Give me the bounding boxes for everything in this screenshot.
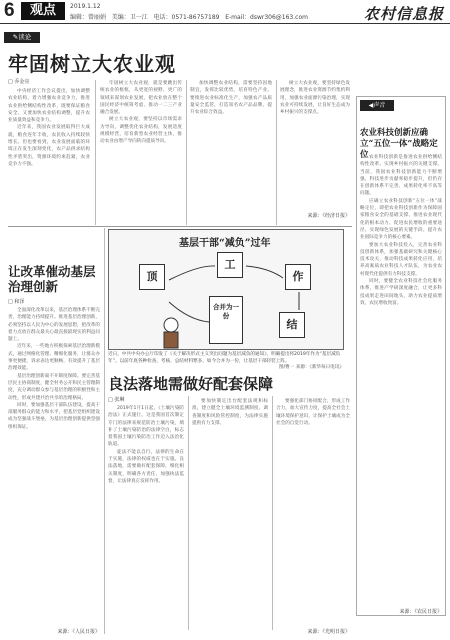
article-3-para: 徒法不能以自行。法律的生命在于实施，法律的权威也在于实施。良法落地，需要做好配套保障，细化相关制度，明确各方责任，加强执法监督，让法律真正发挥作用。 (108, 449, 184, 484)
column-divider (188, 396, 189, 630)
article-2-para: 全面深化改革以来，基层治理体系不断完善，治理能力持续提升。推进基层治理创新，必须坚持以人民为中心的发展思想，把改革的着力点放在群众最关心最直接最现实的利益问题上。 (8, 308, 100, 343)
header-meta-bottom (70, 12, 308, 21)
article-3-col-1 (108, 405, 184, 627)
article-3-byline: □ 张琳 (108, 397, 125, 403)
article-3-title: 良法落地需做好配套保障 (108, 375, 274, 393)
sidebar-para: 要加大农业科技投入，完善农业科技创新体系，加强基础研究和关键核心技术攻关，推动科技成果转化应用，培养高素质农业科技人才队伍，为农业农村现代化提供有力科技支撑。 (360, 242, 442, 277)
article-3-para: 2019年1月1日起，《土壤污染防治法》正式施行。这是我国首次制定专门的法律来规范防治土壤污染，填补了土壤污染防治的法律空白，标志着我国土壤污染防治工作迈入法治化轨道。 (108, 406, 184, 448)
cartoon-caption-text: 近日，中共中央办公厅印发了《关于解决形式主义突出问题为基层减负的通知》，明确提出将2019年作为“基层减负年”。以前年底各种检查、考核、总结材料繁多，如今合并为一份，让基层干部轻装上阵。 (108, 352, 341, 364)
article-1-para: 近年来，我国农业发展取得巨大成就，粮食连年丰收，农民收入持续较快增长。但也要看到，农业发展面临的环境正在发生深刻变化，农产品供求结构性矛盾突出，资源环境约束趋紧，农业竞争力不强。 (8, 125, 90, 167)
page-number: 6 (4, 0, 15, 21)
sidebar-body (360, 154, 442, 606)
article-2-title-text: 让改革催动基层治理创新 (8, 264, 96, 294)
cartoon-caption (108, 352, 344, 372)
pencil-icon: ✎ (12, 33, 19, 41)
article-1-byline: □ 乔金亮 (8, 79, 30, 85)
merged-document: 合并为一份 (209, 296, 243, 344)
sidebar-para: 同时，要健全农业科技社会化服务体系，推进产学研深度融合，让更多科技成果走进田间地头，助力农业提质增效、农民增收致富。 (360, 279, 442, 306)
cartoon-panel: 作 (285, 264, 311, 290)
sidebar-title: 农业科技创新应确立“五位一体”战略定位 (360, 128, 438, 160)
article-4-para: 树立大农业观，要坚持绿色发展理念，推进农业资源节约集约利用，加强农业面源污染治理，实现农业可持续发展，让良好生态成为乡村振兴的支撑点。 (280, 81, 350, 116)
article-4-para: 加快调整农业结构，需要坚持因地制宜，发挥比较优势，培育特色产业。要推进农业标准化生产，加强农产品质量安全监管，打造知名农产品品牌，提升农业综合效益。 (190, 81, 272, 116)
cartoon-panel: 顶 (139, 264, 165, 290)
column-divider (104, 228, 105, 634)
column-divider (186, 80, 187, 225)
cartoon-title: 基层干部“减负”过年 (179, 238, 271, 249)
article-2-title (8, 264, 100, 294)
column-divider (95, 80, 96, 225)
section-divider (8, 226, 352, 227)
article-3-source: 来源：《光明日报》 (307, 629, 350, 635)
article-2-para: 近年来，一些地方积极探索基层治理新模式，通过网格化管理、精细化服务，让群众办事更便捷、诉求表达更顺畅，有效提升了基层治理效能。 (8, 344, 100, 372)
designer: 美编：卫一江 (111, 14, 148, 21)
issue-date: 2019.1.12 (70, 3, 101, 10)
article-1-col-2 (100, 80, 182, 222)
column-divider (272, 396, 273, 630)
editor: 编辑：曾丽娟 (70, 14, 107, 21)
header-meta-top (70, 3, 101, 10)
sidebar-source: 来源：《农民日报》 (399, 609, 442, 615)
article-1-title: 牢固树立大农业观 (8, 52, 176, 76)
article-1-col-1 (8, 88, 90, 254)
masthead-logo: 农村信息报 (363, 5, 444, 23)
article-2-body (8, 307, 100, 625)
phone: 电话：0571-86757189 (153, 14, 220, 21)
section-label: 观点 (21, 2, 65, 20)
article-3-col-2 (192, 398, 268, 628)
email: E-mail：dswr306@163.com (225, 14, 308, 21)
article-1-para: 树立大农业观，要坚持以市场需求为导向，调整优化农业结构，发展适度规模经营，培育新型农业经营主体，推动农业由增产导向转向提质导向。 (100, 117, 182, 145)
section-tag (4, 32, 40, 43)
article-3-para: 要加快制定出台配套法规和标准，建立健全土壤环境监测制度、调查制度和风险管控制度，为法律实施提供有力支撑。 (192, 399, 268, 426)
article-4-source: 来源：《经济日报》 (307, 213, 350, 219)
article-2-para: 基层治理创新离不开制度保障。要完善基层民主协商制度，健全村务公开和民主管理制度，充分调动群众参与基层治理的积极性和主动性，形成共建共治共享的治理格局。 (8, 373, 100, 401)
article-4-col-1 (190, 80, 272, 222)
megaphone-icon: ◀ (368, 102, 374, 109)
cartoon-panel: 结 (279, 312, 305, 338)
cartoon-panel: 工 (217, 252, 243, 278)
sidebar-tag-label: 声音 (373, 102, 386, 109)
sidebar-tag (360, 100, 394, 111)
sidebar-para: 农业科技创新是推进农业供给侧结构性改革、实现乡村振兴的关键支撑。当前，我国农业科技创新能力不断增强，科技进步贡献率稳步提升，但仍存在创新体系不完善、成果转化率不高等问题。 (360, 155, 442, 197)
article-2-source: 来源：《人民日报》 (57, 629, 100, 635)
article-2-para: 同时，要加强基层干部队伍建设，提高干部服务群众的能力和水平，把基层党组织建设成为坚强战斗堡垒，为基层治理创新提供坚强组织保证。 (8, 402, 100, 430)
cartoon-illustration (108, 229, 344, 350)
article-1-para: 牢固树立大农业观，就是要跳出传统农业的框框，从更宽的视野、更广的领域来谋划农业发展，把农业放在整个国民经济中统筹考虑，推动一二三产业融合发展。 (100, 81, 182, 116)
page-header (0, 0, 450, 24)
cartoon-credit: 图/曹一 来源：《新华每日电讯》 (278, 365, 344, 370)
article-3-para: 要强化部门协同配合，形成工作合力，加大宣传力度，提高全社会土壤环境保护意识，让保护土壤成为全社会的自觉行动。 (276, 399, 350, 426)
sidebar-para: 应确立农业科技创新“五位一体”战略定位，即把农业科技创新作为保障国家粮食安全的基础支撑、推进农业现代化的根本动力、促进农民增收的重要途径、实现绿色发展的关键手段、提升农业国际竞争力的核心要素。 (360, 198, 442, 241)
article-3-col-3 (276, 398, 350, 620)
article-2-byline: □ 和泽 (8, 299, 25, 305)
section-tag-label: 读论 (18, 33, 32, 41)
article-4-col-2 (280, 80, 350, 210)
column-divider (276, 80, 277, 225)
article-1-para: 中央经济工作会议提出，加快调整农业结构，着力增强农业竞争力，推进农业供给侧结构性改革，既要保证粮食安全，又要加快农业结构调整，提升农业质量效益和竞争力。 (8, 89, 90, 124)
